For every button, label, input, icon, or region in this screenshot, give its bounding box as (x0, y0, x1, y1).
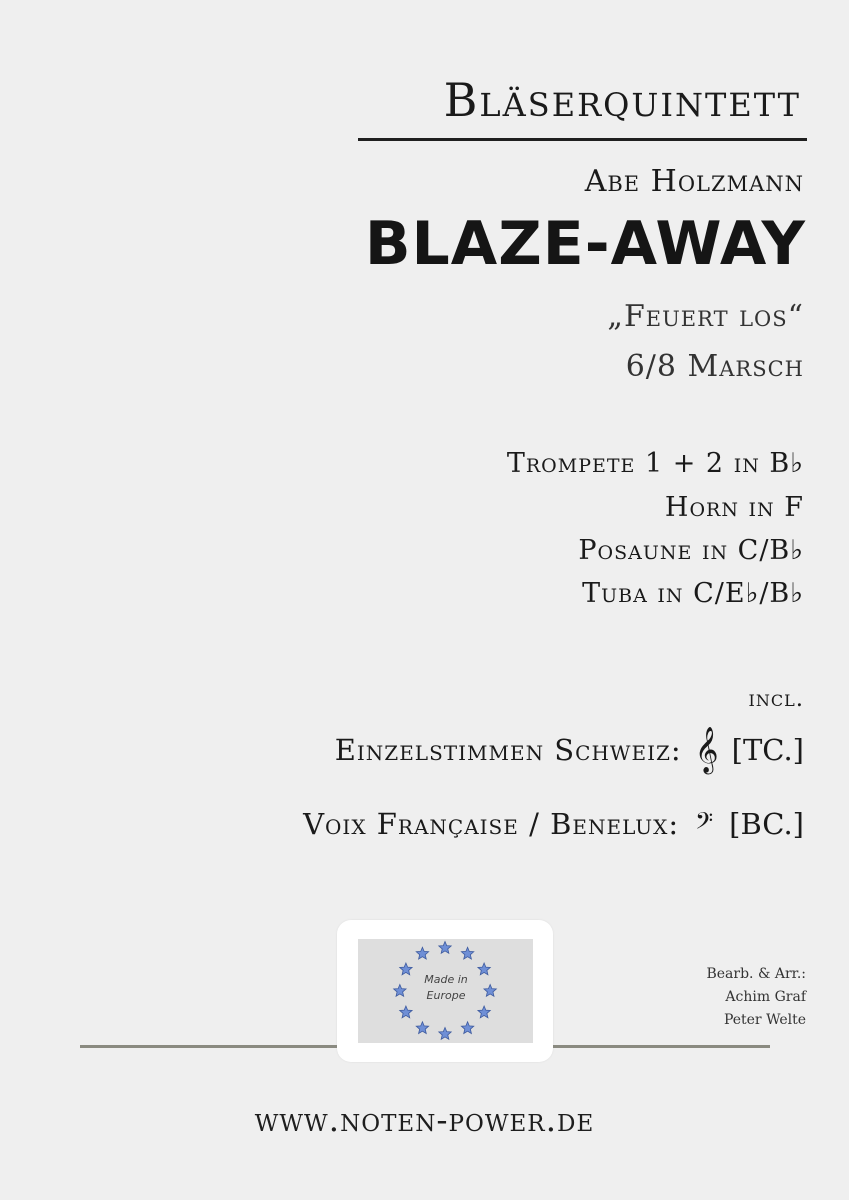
star-icon (478, 1006, 490, 1018)
star-icon (416, 1022, 428, 1034)
badge-text-line2: Europe (426, 989, 466, 1002)
star-icon (439, 942, 451, 954)
badge-text-line1: Made in (424, 973, 468, 986)
edition-french-label: Voix Française / Benelux: (303, 807, 680, 841)
credit-name: Peter Welte (723, 1012, 806, 1028)
piece-subtitle: „Feuert los“ (607, 299, 804, 334)
category-heading: Bläserquintett (443, 73, 801, 127)
edition-swiss-tag: [TC.] (731, 733, 804, 767)
treble-clef-icon: 𝄞 (694, 727, 719, 773)
piece-title: BLAZE-AWAY (364, 209, 806, 279)
composer-name: Abe Holzmann (584, 164, 804, 199)
footer-rule-left (80, 1045, 337, 1048)
star-icon (400, 1006, 412, 1018)
edition-swiss (334, 727, 804, 773)
instrument-item: Trompete 1 + 2 in B♭ (506, 448, 804, 479)
edition-french-tag: [BC.] (729, 807, 804, 841)
star-icon (461, 947, 473, 959)
edition-swiss-label: Einzelstimmen Schweiz: (334, 733, 682, 767)
instrument-item: Horn in F (664, 492, 804, 523)
edition-french (303, 804, 804, 844)
badge-text (410, 972, 482, 1004)
bass-clef-icon: 𝄢 (695, 807, 714, 840)
credit-name: Achim Graf (725, 989, 806, 1005)
star-icon (461, 1022, 473, 1034)
instrument-item: Posaune in C/B♭ (578, 535, 804, 566)
piece-genre: 6/8 Marsch (625, 349, 804, 384)
included-label: incl. (748, 686, 804, 712)
instrument-item: Tuba in C/E♭/B♭ (582, 578, 804, 609)
footer-rule-right (553, 1045, 770, 1048)
star-icon (416, 947, 428, 959)
star-icon (484, 985, 496, 997)
title-divider (358, 138, 807, 141)
website-url[interactable]: www.noten-power.de (254, 1100, 595, 1139)
star-icon (439, 1028, 451, 1040)
star-icon (394, 985, 406, 997)
credits-label: Bearb. & Arr.: (706, 966, 806, 982)
